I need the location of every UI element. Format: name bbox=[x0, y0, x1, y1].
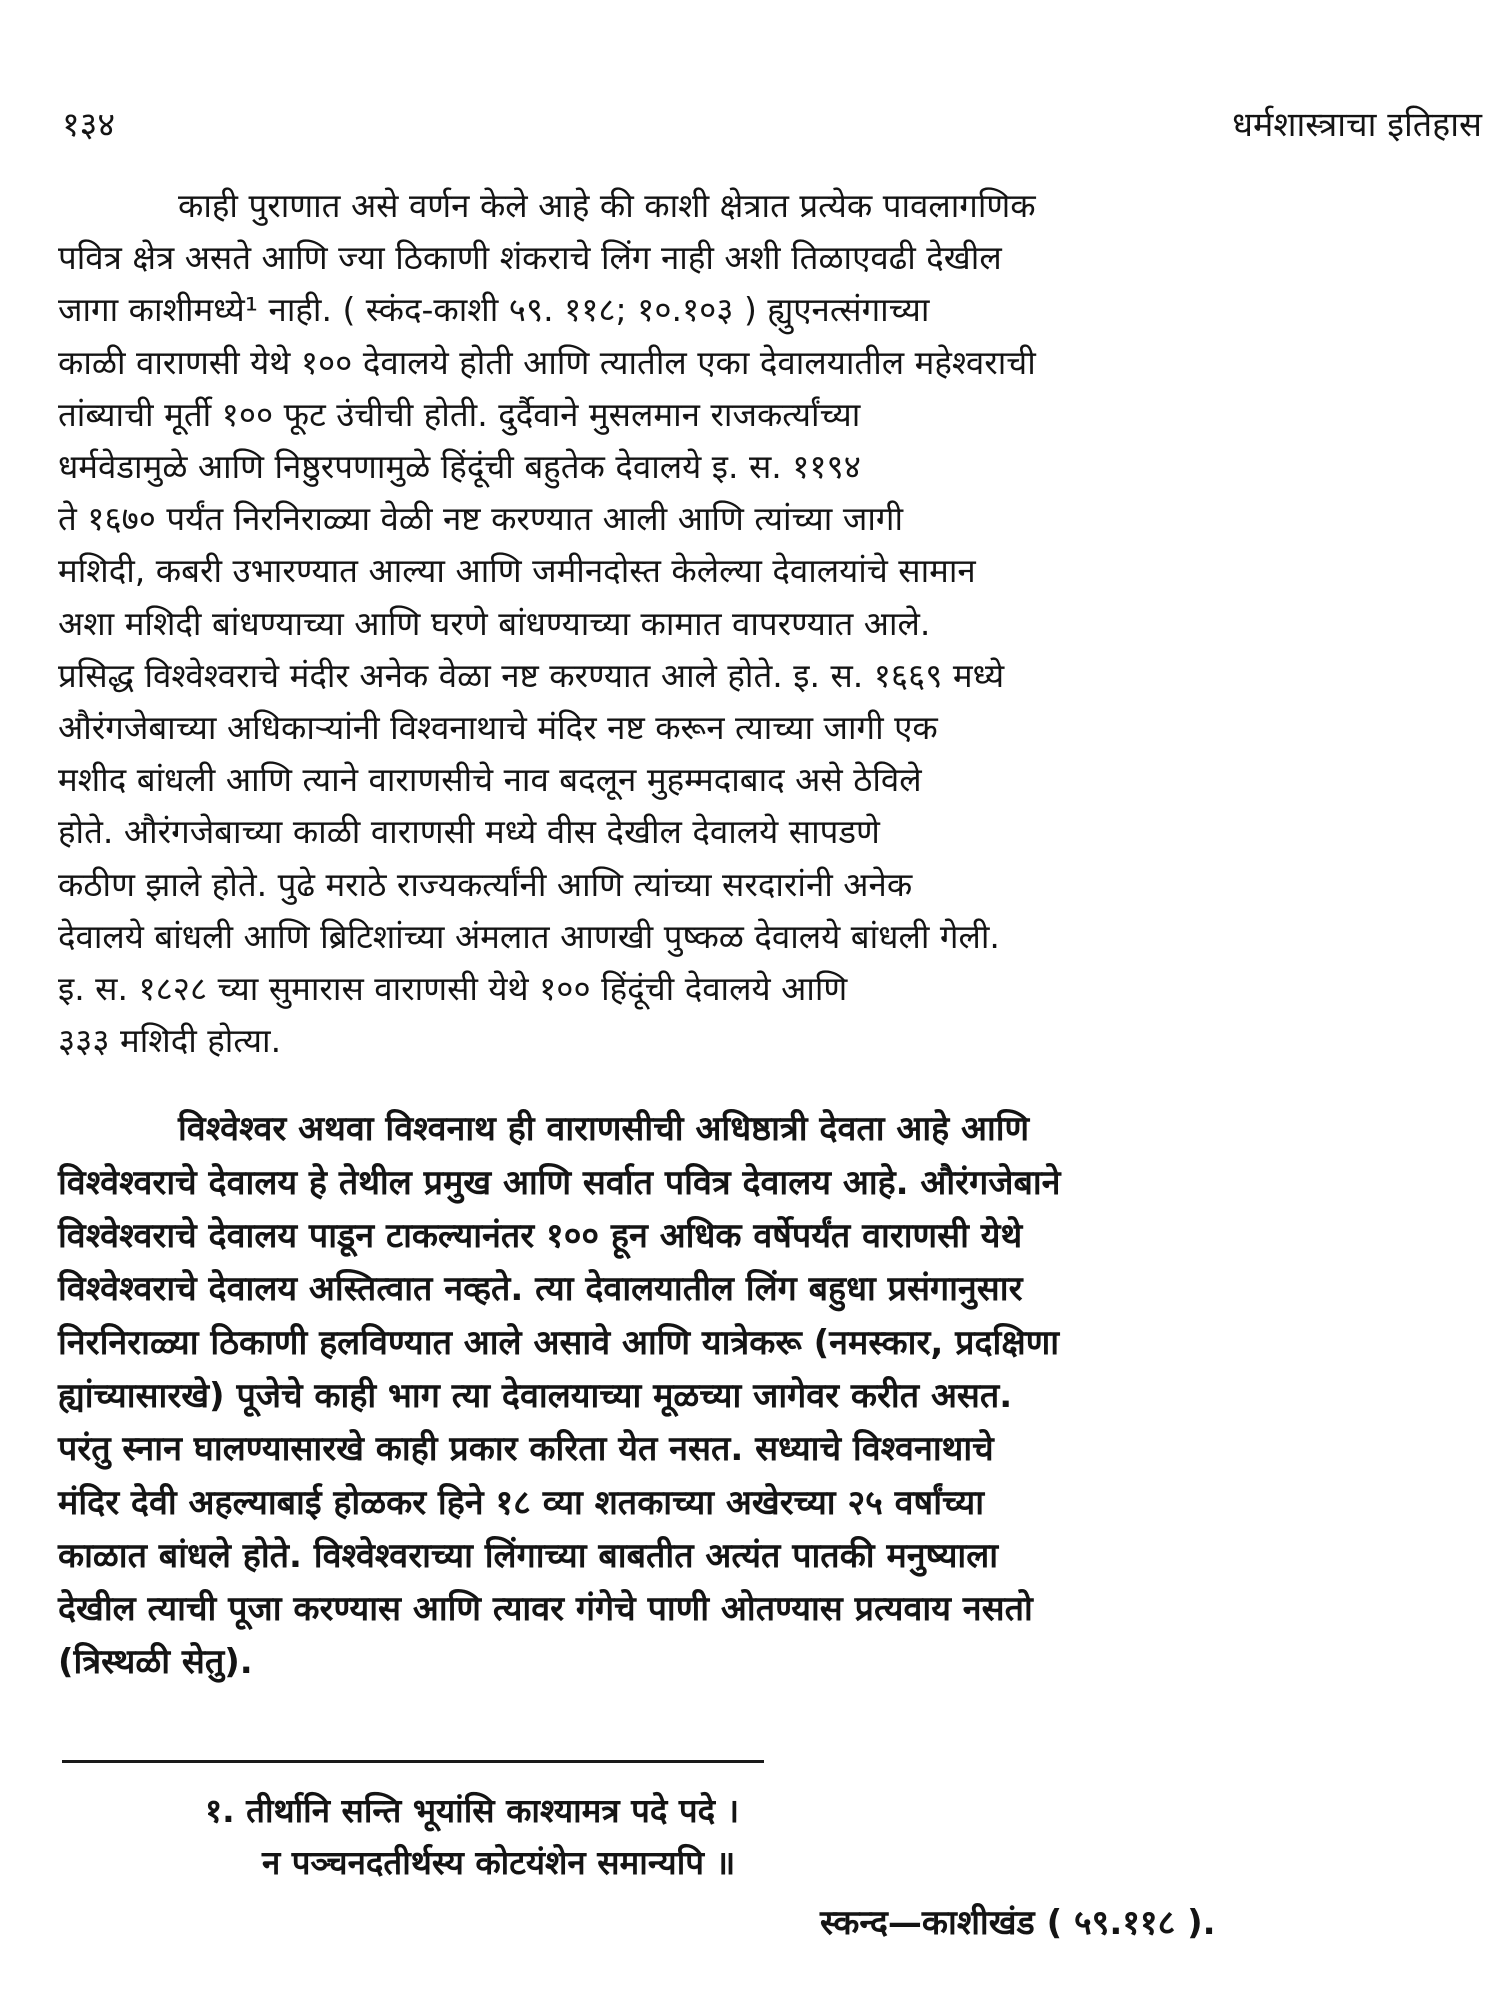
text-line: ते १६७० पर्यंत निरनिराळ्या वेळी नष्ट करण्यात आली आणि त्यांच्या जागी bbox=[58, 499, 903, 539]
text-line: काळी वाराणसी येथे १०० देवालये होती आणि त्यातील एका देवालयातील महेश्वराची bbox=[58, 342, 1036, 382]
text-line: पवित्र क्षेत्र असते आणि ज्या ठिकाणी शंकराचे लिंग नाही अशी तिळाएवढी देखील bbox=[58, 238, 1002, 278]
footnote-verse-line-1: १. तीर्थानि सन्ति भूयांसि काश्यामत्र पदे पदे । bbox=[205, 1791, 740, 1830]
text-line: इ. स. १८२८ च्या सुमारास वाराणसी येथे १०० हिंदूंची देवालये आणि bbox=[58, 969, 848, 1009]
text-line: विश्वेश्वराचे देवालय हे तेथील प्रमुख आणि सर्वात पवित्र देवालय आहे. औरंगजेबाने bbox=[58, 1162, 1061, 1203]
text-line: मशिदी, कबरी उभारण्यात आल्या आणि जमीनदोस्त केलेल्या देवालयांचे सामान bbox=[58, 551, 976, 591]
text-line: देखील त्याची पूजा करण्यास आणि त्यावर गंगेचे पाणी ओतण्यास प्रत्यवाय नसतो bbox=[58, 1589, 1033, 1630]
running-title: धर्मशास्त्राचा इतिहास bbox=[1232, 105, 1482, 145]
text-line: कठीण झाले होते. पुढे मराठे राज्यकर्त्यांनी आणि त्यांच्या सरदारांनी अनेक bbox=[58, 864, 913, 904]
text-line: विश्वेश्वराचे देवालय पाडून टाकल्यानंतर १०० हून अधिक वर्षेपर्यंत वाराणसी येथे bbox=[58, 1216, 1023, 1257]
paragraph-1 bbox=[58, 180, 1458, 1067]
footnote-verse-line-2: न पञ्चनदतीर्थस्य कोटयंशेन समान्यपि ॥ bbox=[262, 1843, 736, 1882]
text-line: जागा काशीमध्ये¹ नाही. ( स्कंद-काशी ५९. ११८; १०.१०३ ) ह्युएनत्संगाच्या bbox=[58, 290, 930, 330]
paragraph-2 bbox=[58, 1103, 1458, 1689]
body-text bbox=[58, 180, 1458, 1690]
text-line: (त्रिस्थळी सेतु). bbox=[58, 1642, 253, 1683]
text-line: तांब्याची मूर्ती १०० फूट उंचीची होती. दुर्दैवाने मुसलमान राजकर्त्यांच्या bbox=[58, 394, 861, 434]
footnote bbox=[0, 1785, 1500, 1889]
text-line: काही पुराणात असे वर्णन केले आहे की काशी क्षेत्रात प्रत्येक पावलागणिक bbox=[178, 186, 1036, 225]
lead-connector: अथवा bbox=[286, 1109, 386, 1150]
lead-rest: ही वाराणसीची अधिष्ठात्री देवता आहे आणि bbox=[495, 1109, 1030, 1150]
text-line: मंदिर देवी अहल्याबाई होळकर हिने १८ व्या शतकाच्या अखेरच्या २५ वर्षांच्या bbox=[58, 1482, 985, 1523]
page-number: १३४ bbox=[62, 105, 116, 145]
text-line: औरंगजेबाच्या अधिकाऱ्यांनी विश्वनाथाचे मंदिर नष्ट करून त्याच्या जागी एक bbox=[58, 708, 938, 748]
text-line: विश्वेश्वराचे देवालय अस्तित्वात नव्हते. त्या देवालयातील लिंग बहुधा प्रसंगानुसार bbox=[58, 1269, 1023, 1310]
text-line: परंतु स्नान घालण्यासारखे काही प्रकार करिता येत नसत. सध्याचे विश्वनाथाचे bbox=[58, 1429, 994, 1470]
text-line: प्रसिद्ध विश्वेश्वराचे मंदीर अनेक वेळा नष्ट करण्यात आले होते. इ. स. १६६९ मध्ये bbox=[58, 655, 1005, 695]
text-line: अशा मशिदी बांधण्याच्या आणि घरणे बांधण्याच्या कामात वापरण्यात आले. bbox=[58, 603, 931, 643]
lead-term-vishveshwar: विश्वेश्वर bbox=[178, 1109, 287, 1150]
footnote-source: स्कन्द—काशीखंड ( ५९.११८ ). bbox=[820, 1903, 1216, 1943]
text-line: निरनिराळ्या ठिकाणी हलविण्यात आले असावे आणि यात्रेकरू (नमस्कार, प्रदक्षिणा bbox=[58, 1322, 1060, 1363]
text-line: देवालये बांधली आणि ब्रिटिशांच्या अंमलात आणखी पुष्कळ देवालये बांधली गेली. bbox=[58, 916, 1000, 956]
page-header bbox=[62, 100, 1482, 146]
text-line: ३३३ मशिदी होत्या. bbox=[58, 1021, 282, 1061]
text-line: काळात बांधले होते. विश्वेश्वराच्या लिंगाच्या बाबतीत अत्यंत पातकी मनुष्याला bbox=[58, 1535, 999, 1576]
text-line-lead bbox=[58, 1103, 1458, 1156]
text-line: मशीद बांधली आणि त्याने वाराणसीचे नाव बदलून मुहम्मदाबाद असे ठेविले bbox=[58, 760, 922, 800]
text-line: ह्यांच्यासारखे) पूजेचे काही भाग त्या देवालयाच्या मूळच्या जागेवर करीत असत. bbox=[58, 1375, 1013, 1416]
footnote-divider bbox=[62, 1760, 764, 1763]
text-line: होते. औरंगजेबाच्या काळी वाराणसी मध्ये वीस देखील देवालये सापडणे bbox=[58, 812, 880, 852]
lead-term-vishwanath: विश्वनाथ bbox=[385, 1109, 496, 1150]
text-line: धर्मवेडामुळे आणि निष्ठुरपणामुळे हिंदूंची बहुतेक देवालये इ. स. ११९४ bbox=[58, 447, 861, 487]
